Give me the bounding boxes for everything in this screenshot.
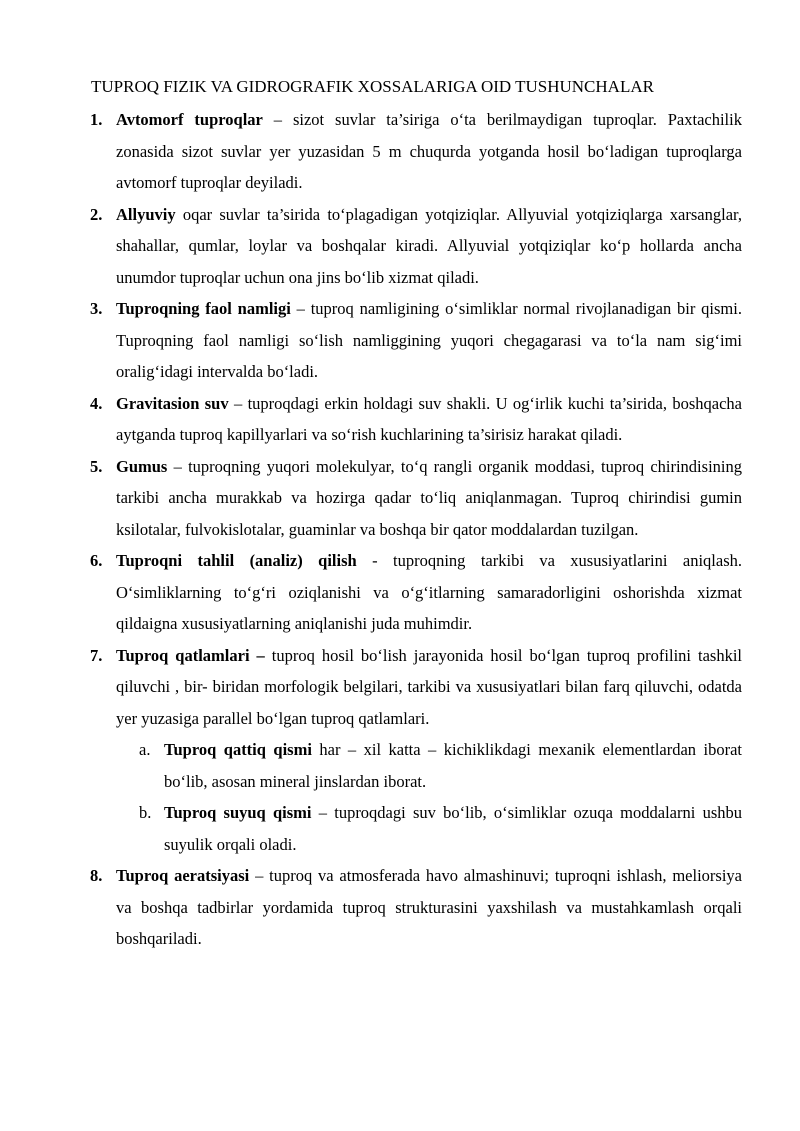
term: Gumus xyxy=(116,456,168,476)
definition-text: – tuproqdagi suv bo‘lib, o‘simliklar ozuqa moddalarni ushbu suyulik orqali oladi. xyxy=(164,803,742,854)
sub-list-item xyxy=(139,797,742,860)
item-number: 8. xyxy=(90,866,103,885)
definition-text: tuproq hosil bo‘lish jarayonida hosil bo‘lgan tuproq profilini tashkil qiluvchi , bir- biridan morfologik belgilari, tarkibi va xususiyatlari bilan farq qiluvchi, odatda yer yuzasiga parallel bo‘lgan tuproq qatlamlari. xyxy=(116,645,742,728)
list-item xyxy=(90,199,742,294)
list-item xyxy=(90,860,742,955)
item-number: 2. xyxy=(90,204,103,224)
sub-list-item xyxy=(139,734,742,797)
term: Tuproq qattiq qismi xyxy=(164,740,312,759)
term: Avtomorf tuproqlar xyxy=(116,110,263,129)
item-number: 4. xyxy=(90,393,103,413)
term: Tuproqni tahlil (analiz) qilish xyxy=(116,551,357,570)
sub-list xyxy=(139,734,742,860)
term: Tuproq aeratsiyasi xyxy=(116,866,250,885)
term: Tuproq qatlamlari – xyxy=(116,645,265,665)
definition-text: – tuproq va atmosferada havo almashinuvi; tuproqni ishlash, meliorsiya va boshqa tadbirlar yordamida tuproq strukturasini yaxshilash va mustahkamlash orqali boshqariladi. xyxy=(116,866,742,948)
sub-item-letter: a. xyxy=(139,740,151,759)
term: Gravitasion suv xyxy=(116,393,229,413)
definition-text: har – xil katta – kichiklikdagi mexanik elementlardan iborat bo‘lib, asosan mineral jinslardan iborat. xyxy=(164,740,742,791)
item-number: 6. xyxy=(90,551,103,570)
item-number: 7. xyxy=(90,645,103,665)
item-number: 5. xyxy=(90,456,103,476)
definitions-list xyxy=(90,104,742,955)
definition-text: – tuproqdagi erkin holdagi suv shakli. U og‘irlik kuchi ta’sirida, boshqacha aytganda tuproq kapillyarlari va so‘rish kuchlarining ta’sirisiz harakat qiladi. xyxy=(116,393,742,444)
term: Allyuviy xyxy=(116,204,176,224)
definition-text: - tuproqning tarkibi va xususiyatlarini aniqlash. O‘simliklarning to‘g‘ri oziqlanishi va o‘g‘itlarning samaradorligini oshorishda xizmat qildaigna xususiyatlarning aniqlanishi juda muhimdir. xyxy=(116,551,742,633)
list-item xyxy=(90,545,742,640)
term: Tuproq suyuq qismi xyxy=(164,803,312,822)
definition-text: – tuproqning yuqori molekulyar, to‘q rangli organik moddasi, tuproq chirindisining tarkibi ancha murakkab va hozirga qadar to‘liq aniqlanmagan. Tuproq chirindisi gumin ksilotalar, fulvokislotalar, guaminlar va boshqa bir qator moddalardan tuzilgan. xyxy=(116,456,742,539)
list-item xyxy=(90,388,742,451)
term: Tuproqning faol namligi xyxy=(116,299,291,318)
definition-text: – tuproq namligining o‘simliklar normal rivojlanadigan bir qismi. Tuproqning faol namligi so‘lish namliggining yuqori chegagarasi va to‘la nam sig‘imi oralig‘idagi intervalda bo‘ladi. xyxy=(116,299,742,381)
definition-text: – sizot suvlar ta’siriga o‘ta berilmaydigan tuproqlar. Paxtachilik zonasida sizot suvlar yer yuzasidan 5 m chuqurda yotganda hosil bo‘ladigan tuproqlarga avtomorf tuproqlar deyiladi. xyxy=(116,110,742,192)
definition-text: oqar suvlar ta’sirida to‘plagadigan yotqiziqlar. Allyuvial yotqiziqlarga xarsanglar, shahallar, qumlar, loylar va boshqalar kiradi. Allyuvial yotqiziqlar ko‘p hollarda ancha unumdor tuproqlar uchun ona jins bo‘lib xizmat qiladi. xyxy=(116,204,742,287)
item-number: 1. xyxy=(90,110,103,129)
list-item xyxy=(90,104,742,199)
item-number: 3. xyxy=(90,299,103,318)
sub-item-letter: b. xyxy=(139,803,152,822)
list-item xyxy=(90,293,742,388)
document-title: TUPROQ FIZIK VA GIDROGRAFIK XOSSALARIGA OID TUSHUNCHALAR xyxy=(91,77,654,96)
list-item xyxy=(90,640,742,861)
list-item xyxy=(90,451,742,546)
